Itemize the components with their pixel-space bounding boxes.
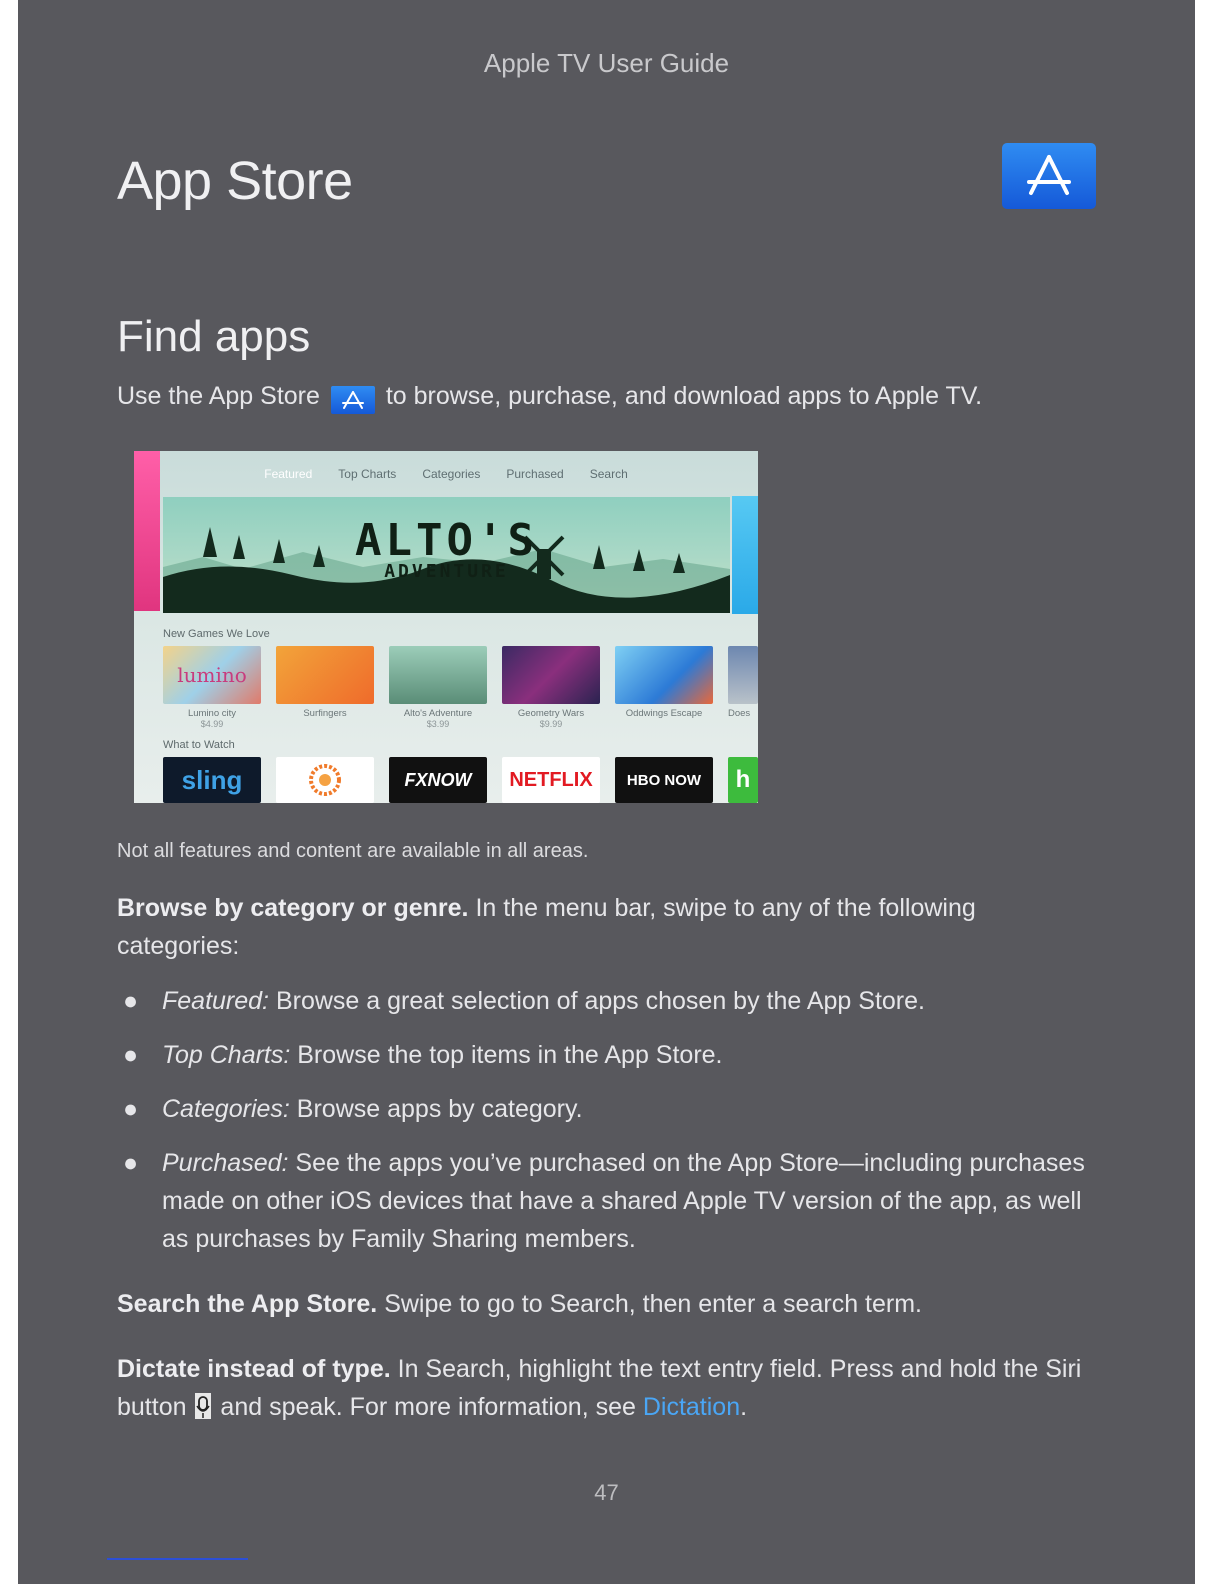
tab-purchased: Purchased xyxy=(506,467,564,481)
dictate-end: . xyxy=(740,1393,748,1421)
app-store-icon xyxy=(1002,143,1096,209)
bullet-term: Featured: xyxy=(162,987,270,1015)
watch-tile xyxy=(163,757,261,803)
page-title: App Store xyxy=(117,151,353,211)
page-number: 47 xyxy=(594,1480,619,1505)
row-label-what-to-watch: What to Watch xyxy=(163,739,235,751)
banner-subtitle: ADVENTURE xyxy=(384,561,509,582)
watch-tile-label: HBO NOW xyxy=(626,771,702,789)
game-name: Geometry Wars xyxy=(517,708,585,719)
next-banner-edge xyxy=(732,496,758,614)
game-name: Lumino city xyxy=(187,708,237,719)
intro-paragraph xyxy=(117,382,982,414)
search-paragraph xyxy=(117,1285,1097,1323)
microphone-icon xyxy=(195,1393,211,1419)
app-store-screenshot xyxy=(134,451,758,803)
watch-tile-label: NETFLIX xyxy=(509,768,593,791)
game-tile xyxy=(728,646,758,704)
browse-text: In the menu bar, swipe to any of the following categories: xyxy=(117,894,976,960)
bullet-text: Browse the top items in the App Store. xyxy=(290,1041,723,1069)
guide-title: Apple TV User Guide xyxy=(483,48,730,78)
browse-paragraph xyxy=(117,889,1097,965)
tab-categories: Categories xyxy=(422,467,481,481)
watch-tile-label: sling xyxy=(181,764,243,795)
game-tile xyxy=(615,646,713,704)
watch-tile xyxy=(728,757,758,803)
game-name: Does xyxy=(728,708,751,719)
dictate-text-before: In Search, highlight the text entry field. Press and hold the Siri button xyxy=(117,1355,1082,1421)
footer-link-underline xyxy=(107,1558,248,1560)
bullet-text: Browse apps by category. xyxy=(289,1095,583,1123)
bullet-text: See the apps you’ve purchased on the App Store—including purchases made on other iOS devices that have a shared Apple TV version of the app, as well as purchases by Family Sharing members. xyxy=(162,1149,1085,1253)
game-name: Alto's Adventure xyxy=(403,708,473,719)
game-price: $3.99 xyxy=(426,719,450,729)
game-price: $4.99 xyxy=(200,719,224,729)
watch-tile xyxy=(276,757,374,803)
tab-featured: Featured xyxy=(264,467,313,481)
featured-banner xyxy=(163,497,730,613)
game-tile xyxy=(389,646,487,704)
watch-tile xyxy=(502,757,600,803)
row-label-new-games: New Games We Love xyxy=(163,628,270,640)
dictate-lead: Dictate instead of type. xyxy=(117,1355,391,1383)
intro-text-before: Use the App Store xyxy=(117,382,320,410)
browse-lead: Browse by category or genre. xyxy=(117,894,469,922)
watch-tile xyxy=(615,757,713,803)
banner-title: ALTO'S xyxy=(355,515,538,566)
tab-top-charts: Top Charts xyxy=(338,467,397,481)
bullet-term: Top Charts: xyxy=(162,1041,291,1069)
game-tile: lumino xyxy=(163,646,261,704)
watch-tile-label: FXNOW xyxy=(404,769,472,790)
dictate-text-after: and speak. For more information, see xyxy=(213,1393,643,1421)
list-item: ● Top Charts: Browse the top items in the App Store. xyxy=(123,1041,723,1069)
section-title: Find apps xyxy=(117,312,311,361)
screenshot-menu-bar xyxy=(134,467,758,481)
list-item: ● Featured: Browse a great selection of apps chosen by the App Store. xyxy=(123,987,925,1015)
bullet-text: Browse a great selection of apps chosen by the App Store. xyxy=(269,987,925,1015)
game-name: Oddwings Escape xyxy=(625,708,703,719)
list-item: ● Categories: Browse apps by category. xyxy=(123,1095,583,1123)
game-tile xyxy=(276,646,374,704)
search-lead: Search the App Store. xyxy=(117,1290,378,1318)
bullet-term: Categories: xyxy=(162,1095,290,1123)
watch-tile xyxy=(389,757,487,803)
intro-text-after: to browse, purchase, and download apps to Apple TV. xyxy=(385,382,983,410)
dictation-link[interactable]: Dictation xyxy=(642,1393,741,1421)
game-name: Surfingers xyxy=(303,708,347,719)
dictate-paragraph xyxy=(117,1350,1097,1426)
game-price: $9.99 xyxy=(539,719,563,729)
watch-tile-label: h xyxy=(735,766,751,793)
document-page xyxy=(18,0,1195,1584)
app-store-icon xyxy=(331,386,375,414)
tab-search: Search xyxy=(589,467,628,481)
game-tile xyxy=(502,646,600,704)
sun-logo-icon xyxy=(307,762,343,798)
search-text: Swipe to go to Search, then enter a search term. xyxy=(377,1290,922,1318)
list-item: ● Purchased: See the apps you’ve purchased on the App Store—including purchases made on other iOS devices that have a shared Apple TV version of the app, as well as purchases by Family Sharing members. xyxy=(123,1149,1085,1253)
figure-caption: Not all features and content are available in all areas. xyxy=(117,840,589,862)
bullet-term: Purchased: xyxy=(162,1149,289,1177)
